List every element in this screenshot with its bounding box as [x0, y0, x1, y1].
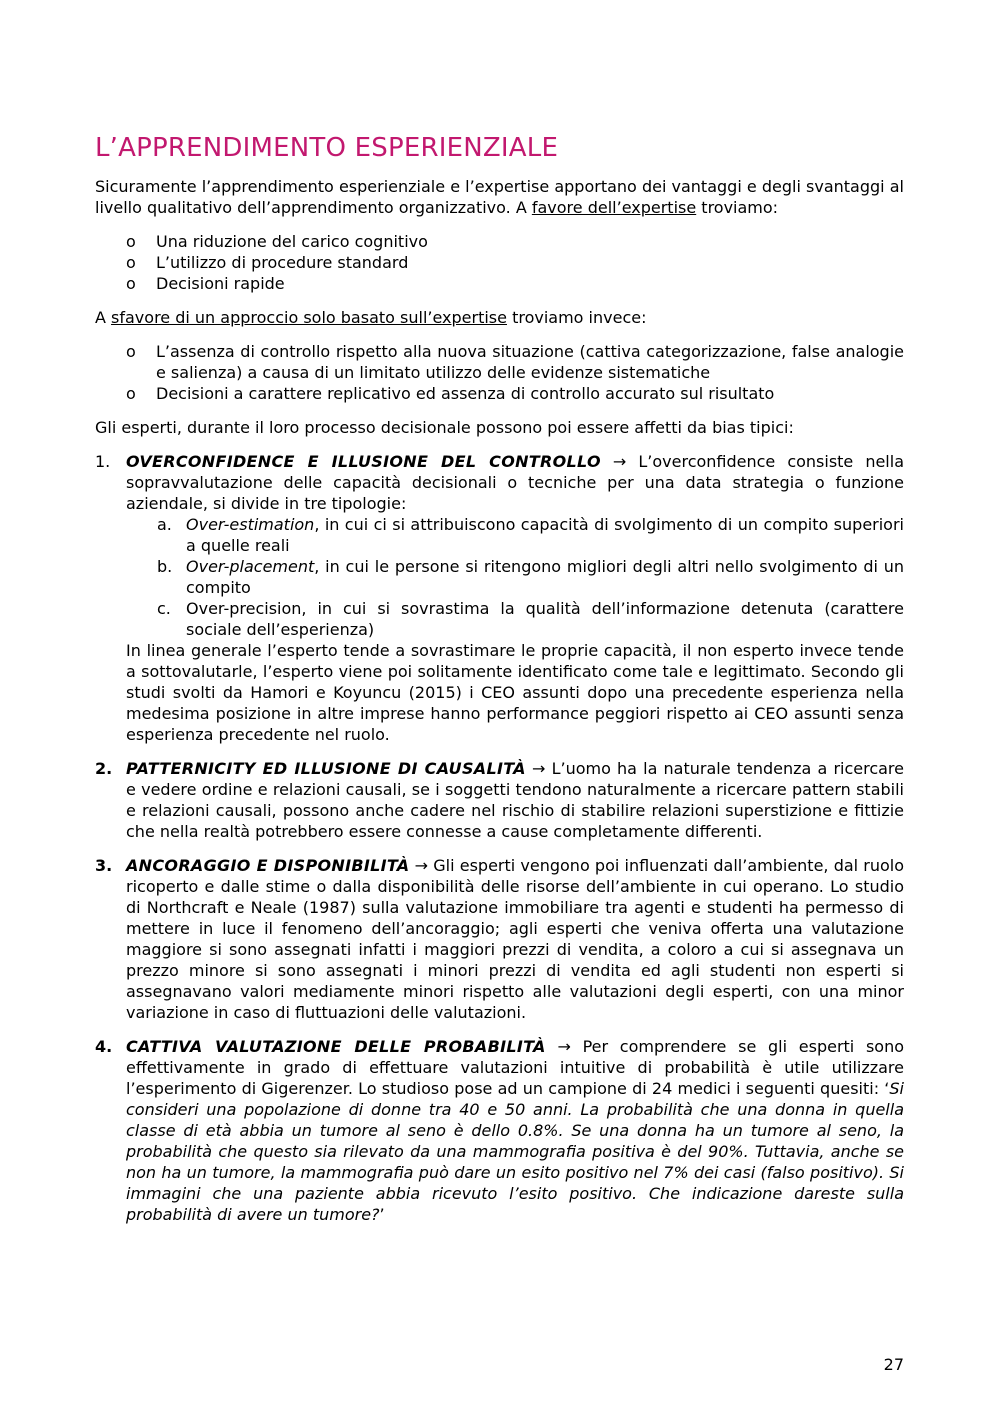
sub-item: b. Over-placement, in cui le persone si ritengono migliori degli altri nello svolgimento di un compito [157, 557, 904, 597]
bullet-marker: o [126, 342, 136, 361]
bias-item-patternicity: 2. PATTERNICITY ED ILLUSIONE DI CAUSALITÀ → L’uomo ha la naturale tendenza a ricercare e vedere ordine e relazioni causali, se i soggetti tendono naturalmente a ricercare pattern stabili e relazioni causali, possono anche cadere nel rischio di stabilire relazioni superstizione e fittizie che nella realtà potrebbero essere connesse a cause completamente differenti. [95, 759, 905, 841]
bullet-marker: o [126, 274, 136, 293]
item-number: 1. [95, 452, 111, 471]
bias-heading: ANCORAGGIO E DISPONIBILITÀ [126, 856, 410, 875]
arrow-icon: → [545, 1037, 583, 1056]
bias-heading: PATTERNICITY ED ILLUSIONE DI CAUSALITÀ [126, 759, 526, 778]
list-item: o Una riduzione del carico cognitivo [126, 232, 428, 251]
bias-item-probabilita: 4. CATTIVA VALUTAZIONE DELLE PROBABILITÀ → Per comprendere se gli esperti sono effettivamente in grado di effettuare valutazioni intuitive di probabilità è utile utilizzare l’esperimento di Gigerenzer. Lo studioso pose ad un campione di 24 medici i seguenti quesiti: ‘Si consideri una popolazione di donne tra 40 e 50 anni. La probabilità che una donna in quella classe di età abbia un tumore al seno è dello 0.8%. Se una donna ha un tumore al seno, la probabilità che questo sia rilevato da una mammografia positiva è del 90%. Tuttavia, anche se non ha un tumore, la mammografia può dare un esito positivo nel 7% dei casi (falso positivo). Si immagini che una paziente abbia ricevuto l’esito positivo. Che indicazione dareste sulla probabilità di avere un tumore?’ [95, 1037, 904, 1224]
list-item: o Decisioni rapide [126, 274, 285, 293]
sfavore-underline: sfavore di un approccio solo basato sull’expertise [111, 308, 507, 327]
list-item: o L’utilizzo di procedure standard [126, 253, 409, 272]
arrow-icon: → [600, 452, 639, 471]
bias-heading: CATTIVA VALUTAZIONE DELLE PROBABILITÀ [126, 1037, 546, 1056]
bias-item-ancoraggio: 3. ANCORAGGIO E DISPONIBILITÀ → Gli esperti vengono poi influenzati dall’ambiente, dal ruolo ricoperto e dalle stime o dalla disponibilità delle risorse dell’ambiente in cui operano. Lo studio di Northcraft e Neale (1987) sulla valutazione immobiliare tra agenti e studenti ha permesso di mettere in luce il fenomeno dell’ancoraggio; agli esperti che veniva offerta una valutazione maggiore si sono assegnati infatti i maggiori prezzi di vendita, a coloro a cui si assegnava un prezzo minore si sono assegnati i minori prezzi di vendita ed agli studenti non esperti si assegnavano valori mediamente minori rispetto alle valutazioni degli esperti, con una minor variazione in caso di fluttuazioni delle valutazioni. [95, 856, 905, 1022]
document-page [95, 128, 904, 1225]
cons-intro: A sfavore di un approccio solo basato sull’expertise troviamo invece: [95, 308, 647, 327]
bullet-marker: o [126, 253, 136, 272]
sub-item: c. Over-precision, in cui si sovrastima la qualità dell’informazione detenuta (carattere sociale dell’esperienza) [157, 599, 904, 639]
list-item: o Decisioni a carattere replicativo ed assenza di controllo accurato sul risultato [126, 384, 775, 403]
bias-item-overconfidence: 1. OVERCONFIDENCE E ILLUSIONE DEL CONTROLLO → L’overconfidence consiste nella sopravvalutazione delle capacità decisionali o tecniche per una data strategia o funzione aziendale, si divide in tre tipologie: a. Over-estimation, in cui ci si attribuiscono capacità di svolgimento di un compito superiori a quelle reali b. Over-placement, in cui le persone si ritengono migliori degli altri nello svolgimento di un compito c. Over-precision, in cui si sovrastima la qualità dell’informazione detenuta (carattere sociale dell’esperienza) In linea generale l’esperto tende a sovrastimare le proprie capacità, il non esperto invece tende a sottovalutarle, l’esperto viene poi solitamente identificato come tale e legittimato. Secondo gli studi svolti da Hamori e Koyuncu (2015) i CEO assunti dopo una precedente esperienza nella medesima posizione in altre imprese hanno performance peggiori rispetto ai CEO assunti senza esperienza precedente nel ruolo. [95, 452, 904, 744]
list-item: o L’assenza di controllo rispetto alla nuova situazione (cattiva categorizzazione, false analogie e salienza) a causa di un limitato utilizzo delle evidenze sistematiche [126, 342, 904, 382]
cons-list [95, 341, 904, 404]
bullet-marker: o [126, 232, 136, 251]
gigerenzer-quote: Si consideri una popolazione di donne tra 40 e 50 anni. La probabilità che una donna in quella classe di età abbia un tumore al seno è dello 0.8%. Se una donna ha un tumore al seno, la probabilità che questo sia rilevato da una mammografia positiva è del 90%. Tuttavia, anche se non ha un tumore, la mammografia può dare un esito positivo nel 7% dei casi (falso positivo). Si immagini che una paziente abbia ricevuto l’esito positivo. Che indicazione dareste sulla probabilità di avere un tumore? [126, 1079, 904, 1224]
item-number: 4. [95, 1037, 113, 1056]
section-title: L’APPRENDIMENTO ESPERIENZIALE [95, 133, 559, 163]
pros-list [95, 231, 904, 294]
page-number: 27 [883, 1355, 904, 1374]
overconfidence-types [126, 514, 904, 640]
item-number: 3. [95, 856, 113, 875]
sub-item: a. Over-estimation, in cui ci si attribuiscono capacità di svolgimento di un compito superiori a quelle reali [157, 515, 904, 555]
arrow-icon: → [409, 856, 434, 875]
favore-underline: favore dell’expertise [531, 198, 697, 217]
intro-paragraph: Sicuramente l’apprendimento esperienziale e l’expertise apportano dei vantaggi e degli svantaggi al livello qualitativo dell’apprendimento organizzativo. A favore dell’expertise troviamo: [95, 177, 904, 217]
bias-list [95, 451, 904, 1225]
arrow-icon: → [525, 759, 552, 778]
bias-heading: OVERCONFIDENCE E ILLUSIONE DEL CONTROLLO [126, 452, 601, 471]
overconfidence-conclusion: In linea generale l’esperto tende a sovrastimare le proprie capacità, il non esperto invece tende a sottovalutarle, l’esperto viene poi solitamente identificato come tale e legittimato. Secondo gli studi svolti da Hamori e Koyuncu (2015) i CEO assunti dopo una precedente esperienza nella medesima posizione in altre imprese hanno performance peggiori rispetto ai CEO assunti senza esperienza precedente nel ruolo. [126, 641, 904, 744]
item-number: 2. [95, 759, 113, 778]
bullet-marker: o [126, 384, 136, 403]
bias-intro: Gli esperti, durante il loro processo decisionale possono poi essere affetti da bias tipici: [95, 418, 794, 437]
